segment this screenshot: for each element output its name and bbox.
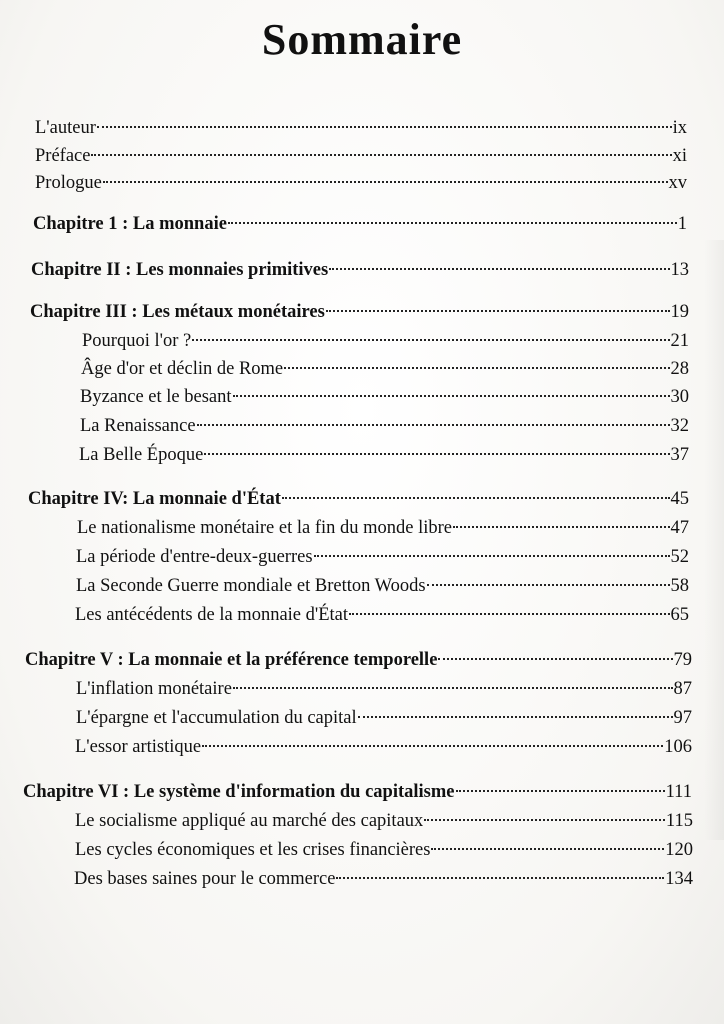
toc-entry <box>76 677 692 701</box>
toc-entry-label: Chapitre III : Les métaux monétaires <box>30 302 325 322</box>
toc-entry-page: 115 <box>665 811 693 831</box>
toc-entry <box>79 443 689 467</box>
dot-leader <box>424 819 665 821</box>
toc-chapter-entry <box>33 212 687 236</box>
toc-entry-label: L'inflation monétaire <box>76 679 232 699</box>
page-title: Sommaire <box>261 15 463 64</box>
toc-entry-page: 30 <box>670 387 689 407</box>
toc-entry <box>82 329 689 353</box>
toc-entry-label: Le nationalisme monétaire et la fin du monde libre <box>77 518 453 538</box>
toc-entry-page: 106 <box>664 737 692 757</box>
toc-entry-page: 65 <box>670 605 689 625</box>
dot-leader <box>233 687 673 689</box>
toc-entry <box>76 574 689 598</box>
toc-entry-page: 1 <box>677 214 687 234</box>
dot-leader <box>314 555 670 557</box>
toc-entry-page: 58 <box>670 576 689 596</box>
dot-leader <box>284 367 669 369</box>
toc-entry-label: Chapitre V : La monnaie et la préférence temporelle <box>25 650 438 670</box>
toc-chapter-entry <box>25 648 692 672</box>
toc-entry <box>75 735 692 759</box>
toc-entry-page: 37 <box>670 445 689 465</box>
dot-leader <box>97 126 672 128</box>
toc-entry-label: L'auteur <box>35 118 96 138</box>
toc-entry-label: L'essor artistique <box>75 737 202 757</box>
toc-entry-page: 111 <box>665 782 692 802</box>
toc-entry-page: ix <box>672 118 687 138</box>
dot-leader <box>336 877 664 879</box>
toc-entry-page: xi <box>672 146 687 166</box>
toc-entry-label: Chapitre IV: La monnaie d'État <box>28 489 281 509</box>
toc-entry <box>81 357 689 381</box>
dot-leader <box>91 154 671 156</box>
dot-leader <box>358 716 673 718</box>
toc-entry-page: 13 <box>670 260 689 280</box>
toc-entry-label: La période d'entre-deux-guerres <box>76 547 313 567</box>
toc-entry <box>75 809 693 833</box>
toc-entry-label: Âge d'or et déclin de Rome <box>81 359 284 379</box>
toc-entry-page: 134 <box>665 869 693 889</box>
toc-chapter-entry <box>31 258 689 282</box>
dot-leader <box>427 584 670 586</box>
dot-leader <box>202 745 663 747</box>
dot-leader <box>204 453 669 455</box>
toc-entry-page: 28 <box>670 359 689 379</box>
toc-entry-page: 47 <box>670 518 689 538</box>
toc-entry-label: Pourquoi l'or ? <box>82 331 192 351</box>
toc-entry <box>75 603 689 627</box>
toc-entry-label: Chapitre 1 : La monnaie <box>33 214 227 234</box>
toc-chapter-entry <box>28 487 689 511</box>
dot-leader <box>431 848 664 850</box>
dot-leader <box>349 613 669 615</box>
toc-entry-page: xv <box>668 173 687 193</box>
dot-leader <box>326 310 670 312</box>
toc-entry-page: 97 <box>673 708 692 728</box>
toc-chapter-entry <box>23 780 692 804</box>
toc-entry-label: Chapitre II : Les monnaies primitives <box>31 260 329 280</box>
toc-entry-label: Des bases saines pour le commerce <box>74 869 336 889</box>
toc-entry-label: Préface <box>35 146 91 166</box>
toc-entry-label: Byzance et le besant <box>80 387 232 407</box>
toc-entry-page: 87 <box>673 679 692 699</box>
toc-entry <box>35 116 687 140</box>
toc-entry <box>76 545 689 569</box>
toc-entry <box>35 144 687 168</box>
dot-leader <box>453 526 669 528</box>
toc-entry-page: 19 <box>670 302 689 322</box>
toc-entry-label: Prologue <box>35 173 102 193</box>
page-edge-shadow <box>704 240 724 840</box>
toc-chapter-entry <box>30 300 689 324</box>
toc-entry-page: 32 <box>670 416 689 436</box>
toc-entry <box>80 385 689 409</box>
dot-leader <box>192 339 669 341</box>
toc-entry <box>74 867 693 891</box>
toc-entry-label: Le socialisme appliqué au marché des capitaux <box>75 811 424 831</box>
dot-leader <box>233 395 670 397</box>
toc-entry <box>80 414 689 438</box>
toc-entry-label: Les antécédents de la monnaie d'État <box>75 605 349 625</box>
toc-entry-label: La Renaissance <box>80 416 196 436</box>
toc-entry-page: 45 <box>670 489 689 509</box>
toc-entry-label: Chapitre VI : Le système d'information du capitalisme <box>23 782 455 802</box>
toc-entry <box>35 171 687 195</box>
toc-entry <box>75 838 693 862</box>
dot-leader <box>456 790 665 792</box>
dot-leader <box>282 497 670 499</box>
toc-entry-label: La Belle Époque <box>79 445 204 465</box>
dot-leader <box>103 181 668 183</box>
toc-entry-label: La Seconde Guerre mondiale et Bretton Woods <box>76 576 426 596</box>
dot-leader <box>228 222 677 224</box>
toc-entry <box>76 706 692 730</box>
dot-leader <box>197 424 670 426</box>
toc-entry-page: 79 <box>673 650 692 670</box>
toc-entry-page: 52 <box>670 547 689 567</box>
toc-entry-page: 120 <box>665 840 693 860</box>
toc-entry-page: 21 <box>670 331 689 351</box>
toc-entry-label: L'épargne et l'accumulation du capital <box>76 708 357 728</box>
dot-leader <box>329 268 669 270</box>
toc-entry <box>77 516 689 540</box>
toc-entry-label: Les cycles économiques et les crises financières <box>75 840 431 860</box>
dot-leader <box>438 658 672 660</box>
